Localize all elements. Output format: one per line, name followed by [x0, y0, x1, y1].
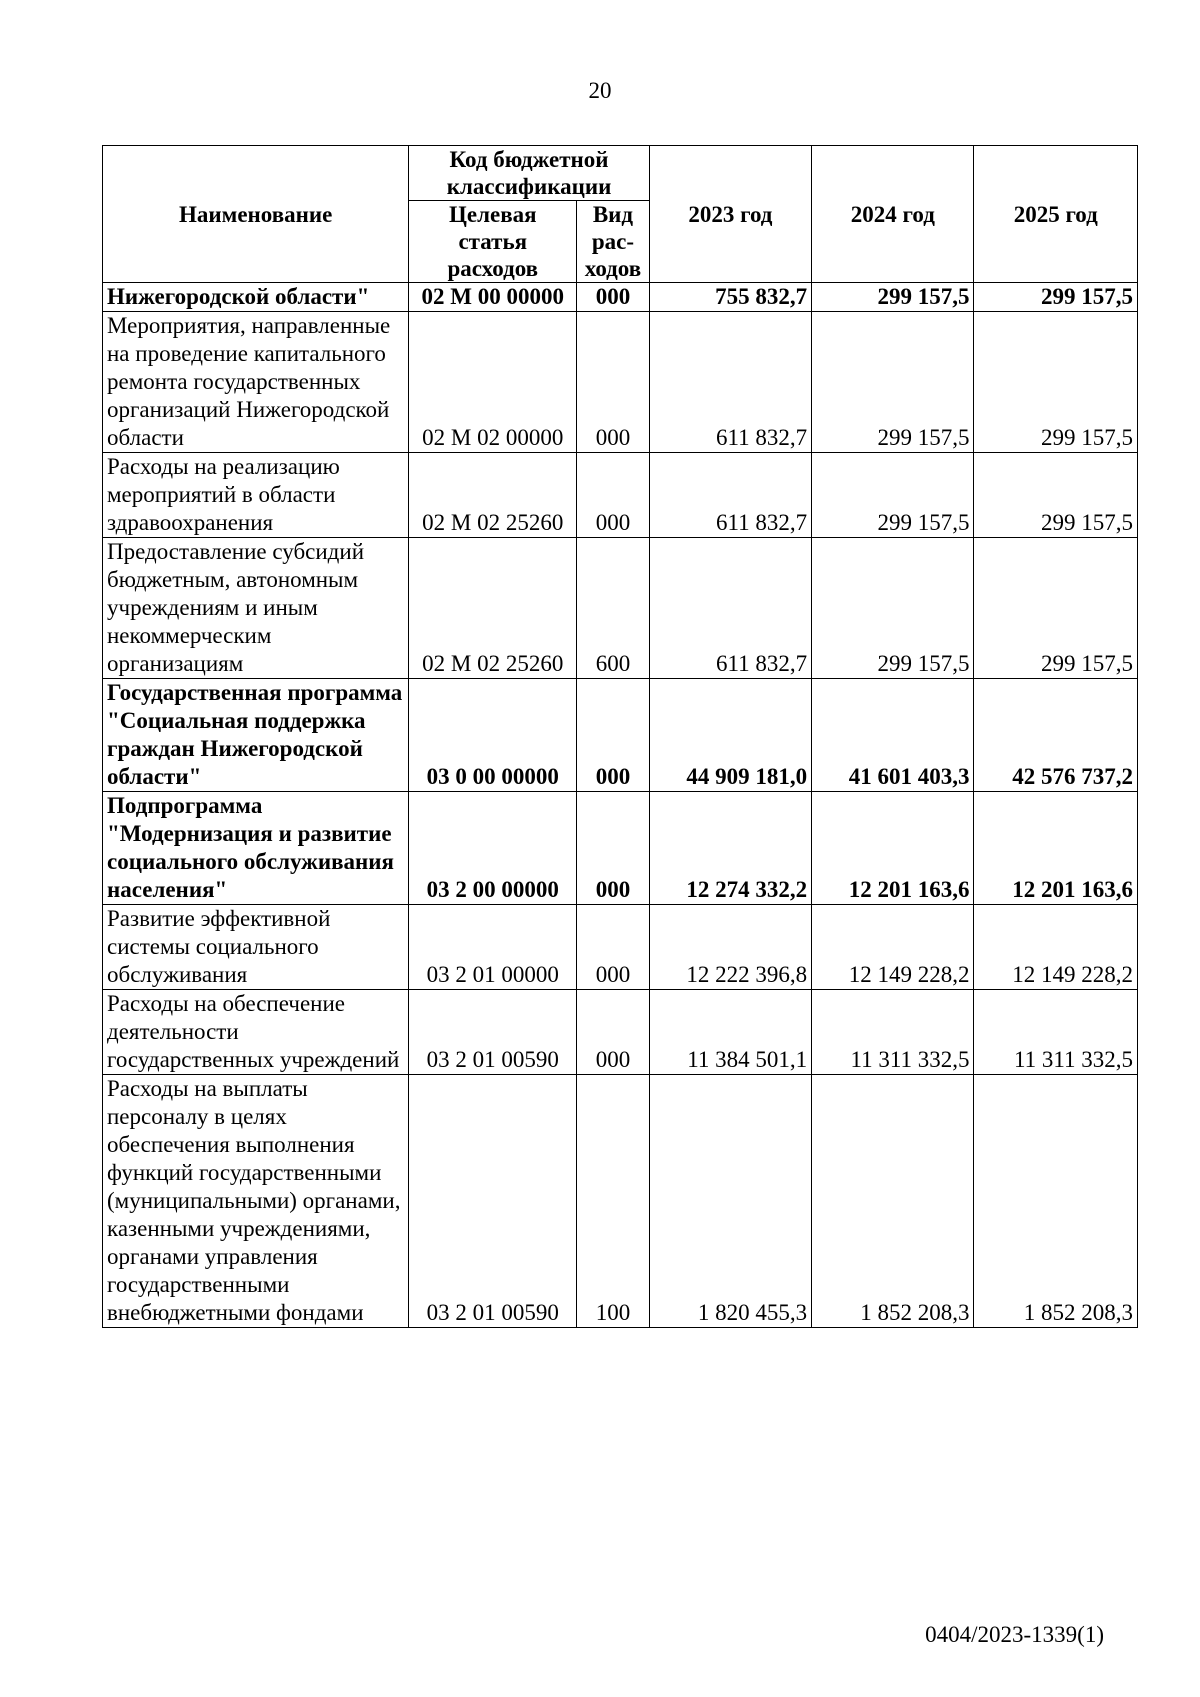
cell-2023: 12 222 396,8 — [649, 905, 811, 990]
cell-target-article: 03 2 01 00000 — [409, 905, 577, 990]
cell-2024: 299 157,5 — [812, 453, 974, 538]
cell-expense-type: 100 — [577, 1075, 650, 1328]
cell-name: Государственная программа "Социальная поддержка граждан Нижегородской области" — [103, 679, 409, 792]
table-row — [103, 679, 1138, 792]
header-expense-type: Вид рас-ходов — [577, 201, 650, 283]
header-name: Наименование — [103, 146, 409, 283]
cell-expense-type: 000 — [577, 792, 650, 905]
cell-name: Расходы на обеспечение деятельности государственных учреждений — [103, 990, 409, 1075]
cell-2025: 42 576 737,2 — [974, 679, 1138, 792]
cell-target-article: 03 0 00 00000 — [409, 679, 577, 792]
table-row — [103, 990, 1138, 1075]
cell-2023: 611 832,7 — [649, 538, 811, 679]
header-target-article: Целевая статья расходов — [409, 201, 577, 283]
cell-2023: 611 832,7 — [649, 312, 811, 453]
table-row — [103, 905, 1138, 990]
document-code: 0404/2023-1339(1) — [925, 1622, 1104, 1647]
cell-2025: 1 852 208,3 — [974, 1075, 1138, 1328]
cell-expense-type: 000 — [577, 453, 650, 538]
cell-2025: 299 157,5 — [974, 538, 1138, 679]
table-row — [103, 453, 1138, 538]
cell-expense-type: 000 — [577, 905, 650, 990]
cell-2025: 299 157,5 — [974, 312, 1138, 453]
cell-expense-type: 000 — [577, 283, 650, 312]
table-row — [103, 312, 1138, 453]
cell-2024: 299 157,5 — [812, 538, 974, 679]
cell-2023: 755 832,7 — [649, 283, 811, 312]
cell-target-article: 02 М 00 00000 — [409, 283, 577, 312]
header-year-2024: 2024 год — [812, 146, 974, 283]
budget-table — [102, 145, 1138, 1328]
header-code-group: Код бюджетной классификации — [409, 146, 649, 201]
cell-name: Развитие эффективной системы социального обслуживания — [103, 905, 409, 990]
cell-2024: 299 157,5 — [812, 312, 974, 453]
cell-2025: 12 201 163,6 — [974, 792, 1138, 905]
cell-2025: 299 157,5 — [974, 283, 1138, 312]
cell-expense-type: 000 — [577, 990, 650, 1075]
header-year-2025: 2025 год — [974, 146, 1138, 283]
cell-2023: 11 384 501,1 — [649, 990, 811, 1075]
cell-expense-type: 000 — [577, 312, 650, 453]
cell-name: Мероприятия, направленные на проведение капитального ремонта государственных организаций Нижегородской области — [103, 312, 409, 453]
cell-2025: 299 157,5 — [974, 453, 1138, 538]
table-row — [103, 792, 1138, 905]
cell-2024: 11 311 332,5 — [812, 990, 974, 1075]
cell-2023: 1 820 455,3 — [649, 1075, 811, 1328]
table-body — [103, 283, 1138, 1328]
cell-target-article: 03 2 01 00590 — [409, 1075, 577, 1328]
cell-name: Предоставление субсидий бюджетным, автономным учреждениям и иным некоммерческим организациям — [103, 538, 409, 679]
cell-2024: 41 601 403,3 — [812, 679, 974, 792]
cell-2023: 12 274 332,2 — [649, 792, 811, 905]
cell-2024: 299 157,5 — [812, 283, 974, 312]
cell-2023: 44 909 181,0 — [649, 679, 811, 792]
table-header — [103, 146, 1138, 283]
cell-name: Подпрограмма "Модернизация и развитие социального обслуживания населения" — [103, 792, 409, 905]
page-number: 20 — [588, 78, 612, 103]
cell-2023: 611 832,7 — [649, 453, 811, 538]
header-year-2023: 2023 год — [649, 146, 811, 283]
cell-2024: 12 201 163,6 — [812, 792, 974, 905]
cell-name: Расходы на выплаты персоналу в целях обеспечения выполнения функций государственными (муниципальными) органами, казенными учреждениями, органами управления государственными внебюджетными фондами — [103, 1075, 409, 1328]
cell-expense-type: 600 — [577, 538, 650, 679]
cell-2025: 11 311 332,5 — [974, 990, 1138, 1075]
cell-2024: 12 149 228,2 — [812, 905, 974, 990]
cell-expense-type: 000 — [577, 679, 650, 792]
cell-target-article: 03 2 00 00000 — [409, 792, 577, 905]
cell-target-article: 02 М 02 25260 — [409, 453, 577, 538]
cell-2024: 1 852 208,3 — [812, 1075, 974, 1328]
cell-target-article: 02 М 02 25260 — [409, 538, 577, 679]
cell-name: Расходы на реализацию мероприятий в области здравоохранения — [103, 453, 409, 538]
cell-target-article: 03 2 01 00590 — [409, 990, 577, 1075]
table-row — [103, 1075, 1138, 1328]
table-row — [103, 538, 1138, 679]
cell-name: Нижегородской области" — [103, 283, 409, 312]
cell-2025: 12 149 228,2 — [974, 905, 1138, 990]
table-row — [103, 283, 1138, 312]
cell-target-article: 02 М 02 00000 — [409, 312, 577, 453]
